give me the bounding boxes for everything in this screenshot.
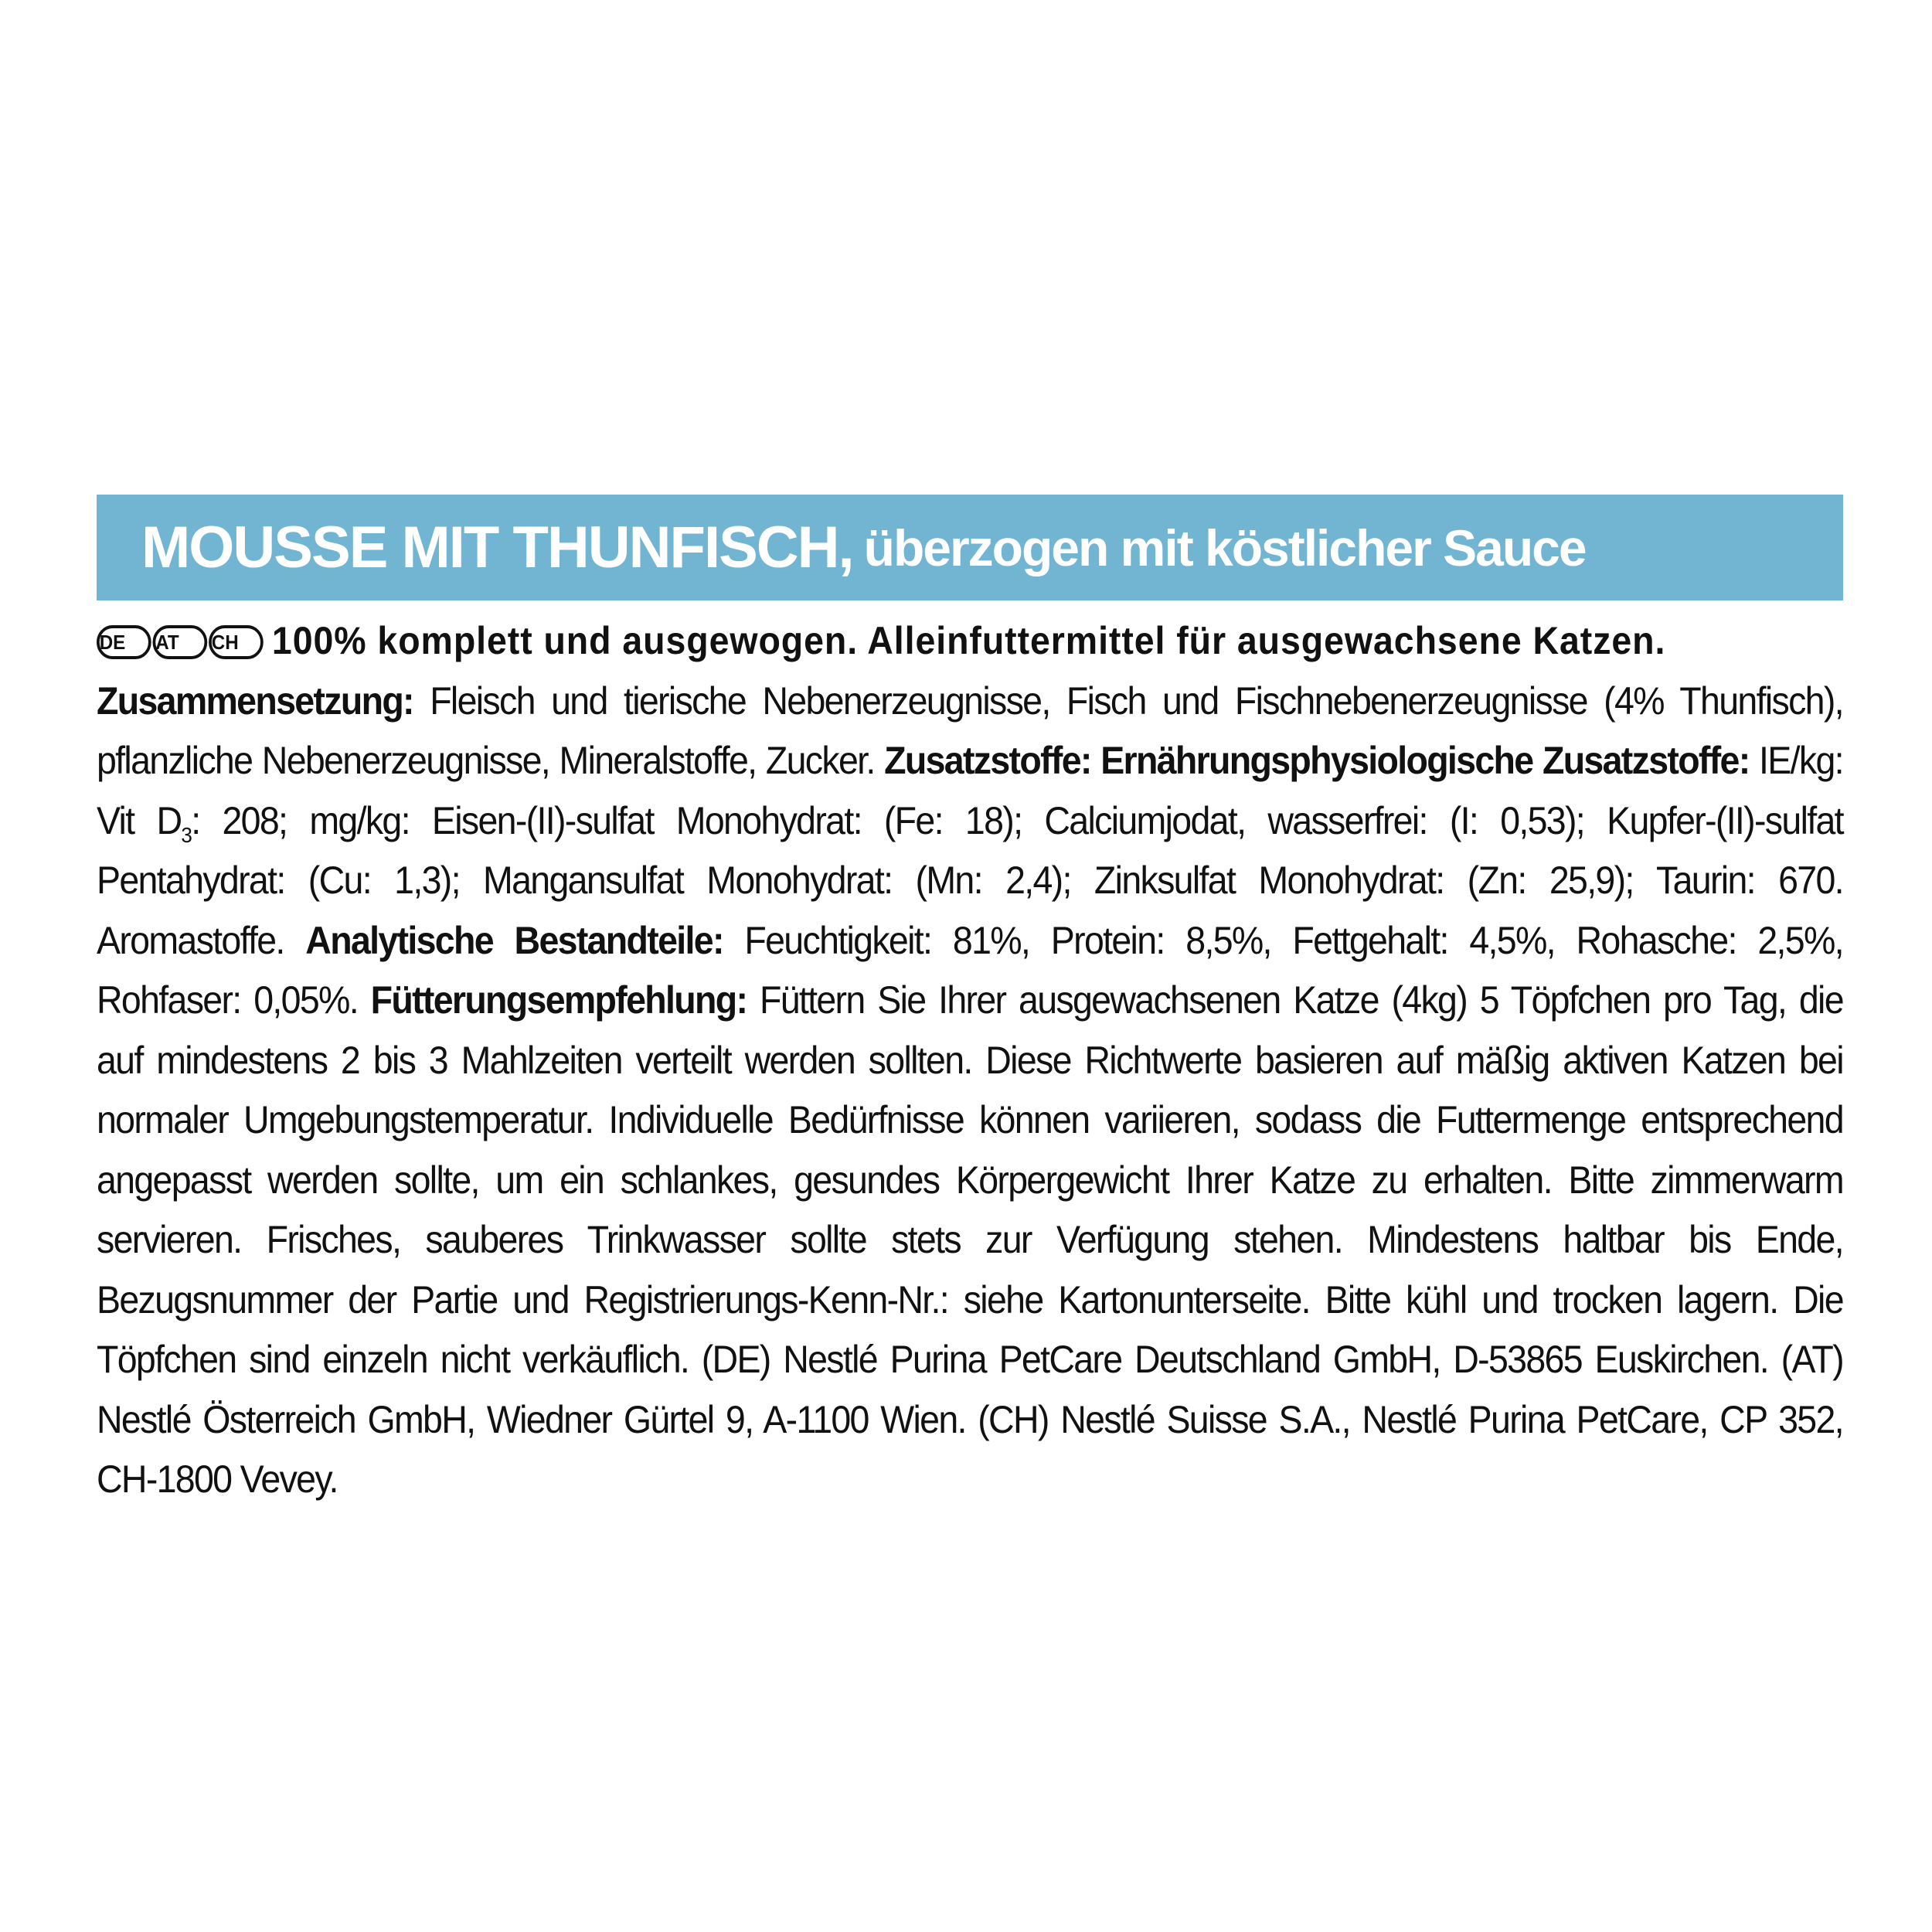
product-label (97, 495, 1843, 1510)
label-paragraph (97, 672, 1843, 1510)
label-text (97, 611, 1843, 1510)
country-badge-at: AT (153, 625, 208, 659)
additives-text-b: : 208; mg/kg: Eisen-(II)-sulfat Monohydrat: (Fe: 18); Calciumjodat, wasserfrei: (I: 0,53); Kupfer-(II)-sulfat Pentahydrat: (Cu: 1,3); Mangansulfat Monohydrat: (Mn: 2,4); Zinksulfat Monohydrat: (Zn: 25,9); Taurin: 670. Aromastoffe. (97, 798, 1843, 962)
additives-subscript: 3 (181, 822, 192, 847)
analytical-text: Feuchtigkeit: 81%, Protein: 8,5%, Fettgehalt: 4,5%, Rohasche: 2,5%, Rohfaser: 0,05%. (97, 918, 1843, 1022)
composition-heading: Zusammensetzung: (97, 679, 413, 723)
country-badge-de: DE (97, 625, 151, 659)
additives-text-a: IE/kg: Vit D (97, 739, 1843, 842)
additives-heading: Zusatzstoffe: Ernährungsphysiologische Zusatzstoffe: (884, 739, 1750, 782)
product-subtitle: überzogen mit köstlicher Sauce (863, 519, 1586, 577)
product-title: MOUSSE MIT THUNFISCH, (141, 515, 853, 580)
feeding-heading: Fütterungsempfehlung: (370, 978, 747, 1022)
nutrition-claim: 100% komplett und ausgewogen. Alleinfuttermittel für ausgewachsene Katzen. (271, 619, 1666, 662)
feeding-text: Füttern Sie Ihrer ausgewachsenen Katze (4kg) 5 Töpfchen pro Tag, die auf mindestens 2 bis 3 Mahlzeiten verteilt werden sollten. Diese Richtwerte basieren auf mäßig aktiven Katzen bei normaler Umgebungstemperatur. Individuelle Bedürfnisse können variieren, sodass die Futtermenge entsprechend angepasst werden sollte, um ein schlankes, gesundes Körpergewicht Ihrer Katze zu erhalten. Bitte zimmerwarm servieren. Frisches, sauberes Trinkwasser sollte stets zur Verfügung stehen. Mindestens haltbar bis Ende, Bezugsnummer der Partie und Registrierungs-Kenn-Nr.: siehe Kartonunterseite. Bitte kühl und trocken lagern. Die Töpfchen sind einzeln nicht verkäuflich. (DE) Nestlé Purina PetCare Deutschland GmbH, D-53865 Euskirchen. (AT) Nestlé Österreich GmbH, Wiedner Gürtel 9, A-1100 Wien. (CH) Nestlé Suisse S.A., Nestlé Purina PetCare, CP 352, CH-1800 Vevey. (97, 978, 1843, 1501)
composition-text: Fleisch und tierische Nebenerzeugnisse, Fisch und Fischnebenerzeugnisse (4% Thunfisch), pflanzliche Nebenerzeugnisse, Mineralstoffe, Zucker. (97, 679, 1843, 782)
claim-row (97, 611, 1843, 672)
analytical-heading: Analytische Bestandteile: (305, 918, 723, 962)
product-title-banner (97, 495, 1843, 600)
country-badge-ch: CH (209, 625, 264, 659)
